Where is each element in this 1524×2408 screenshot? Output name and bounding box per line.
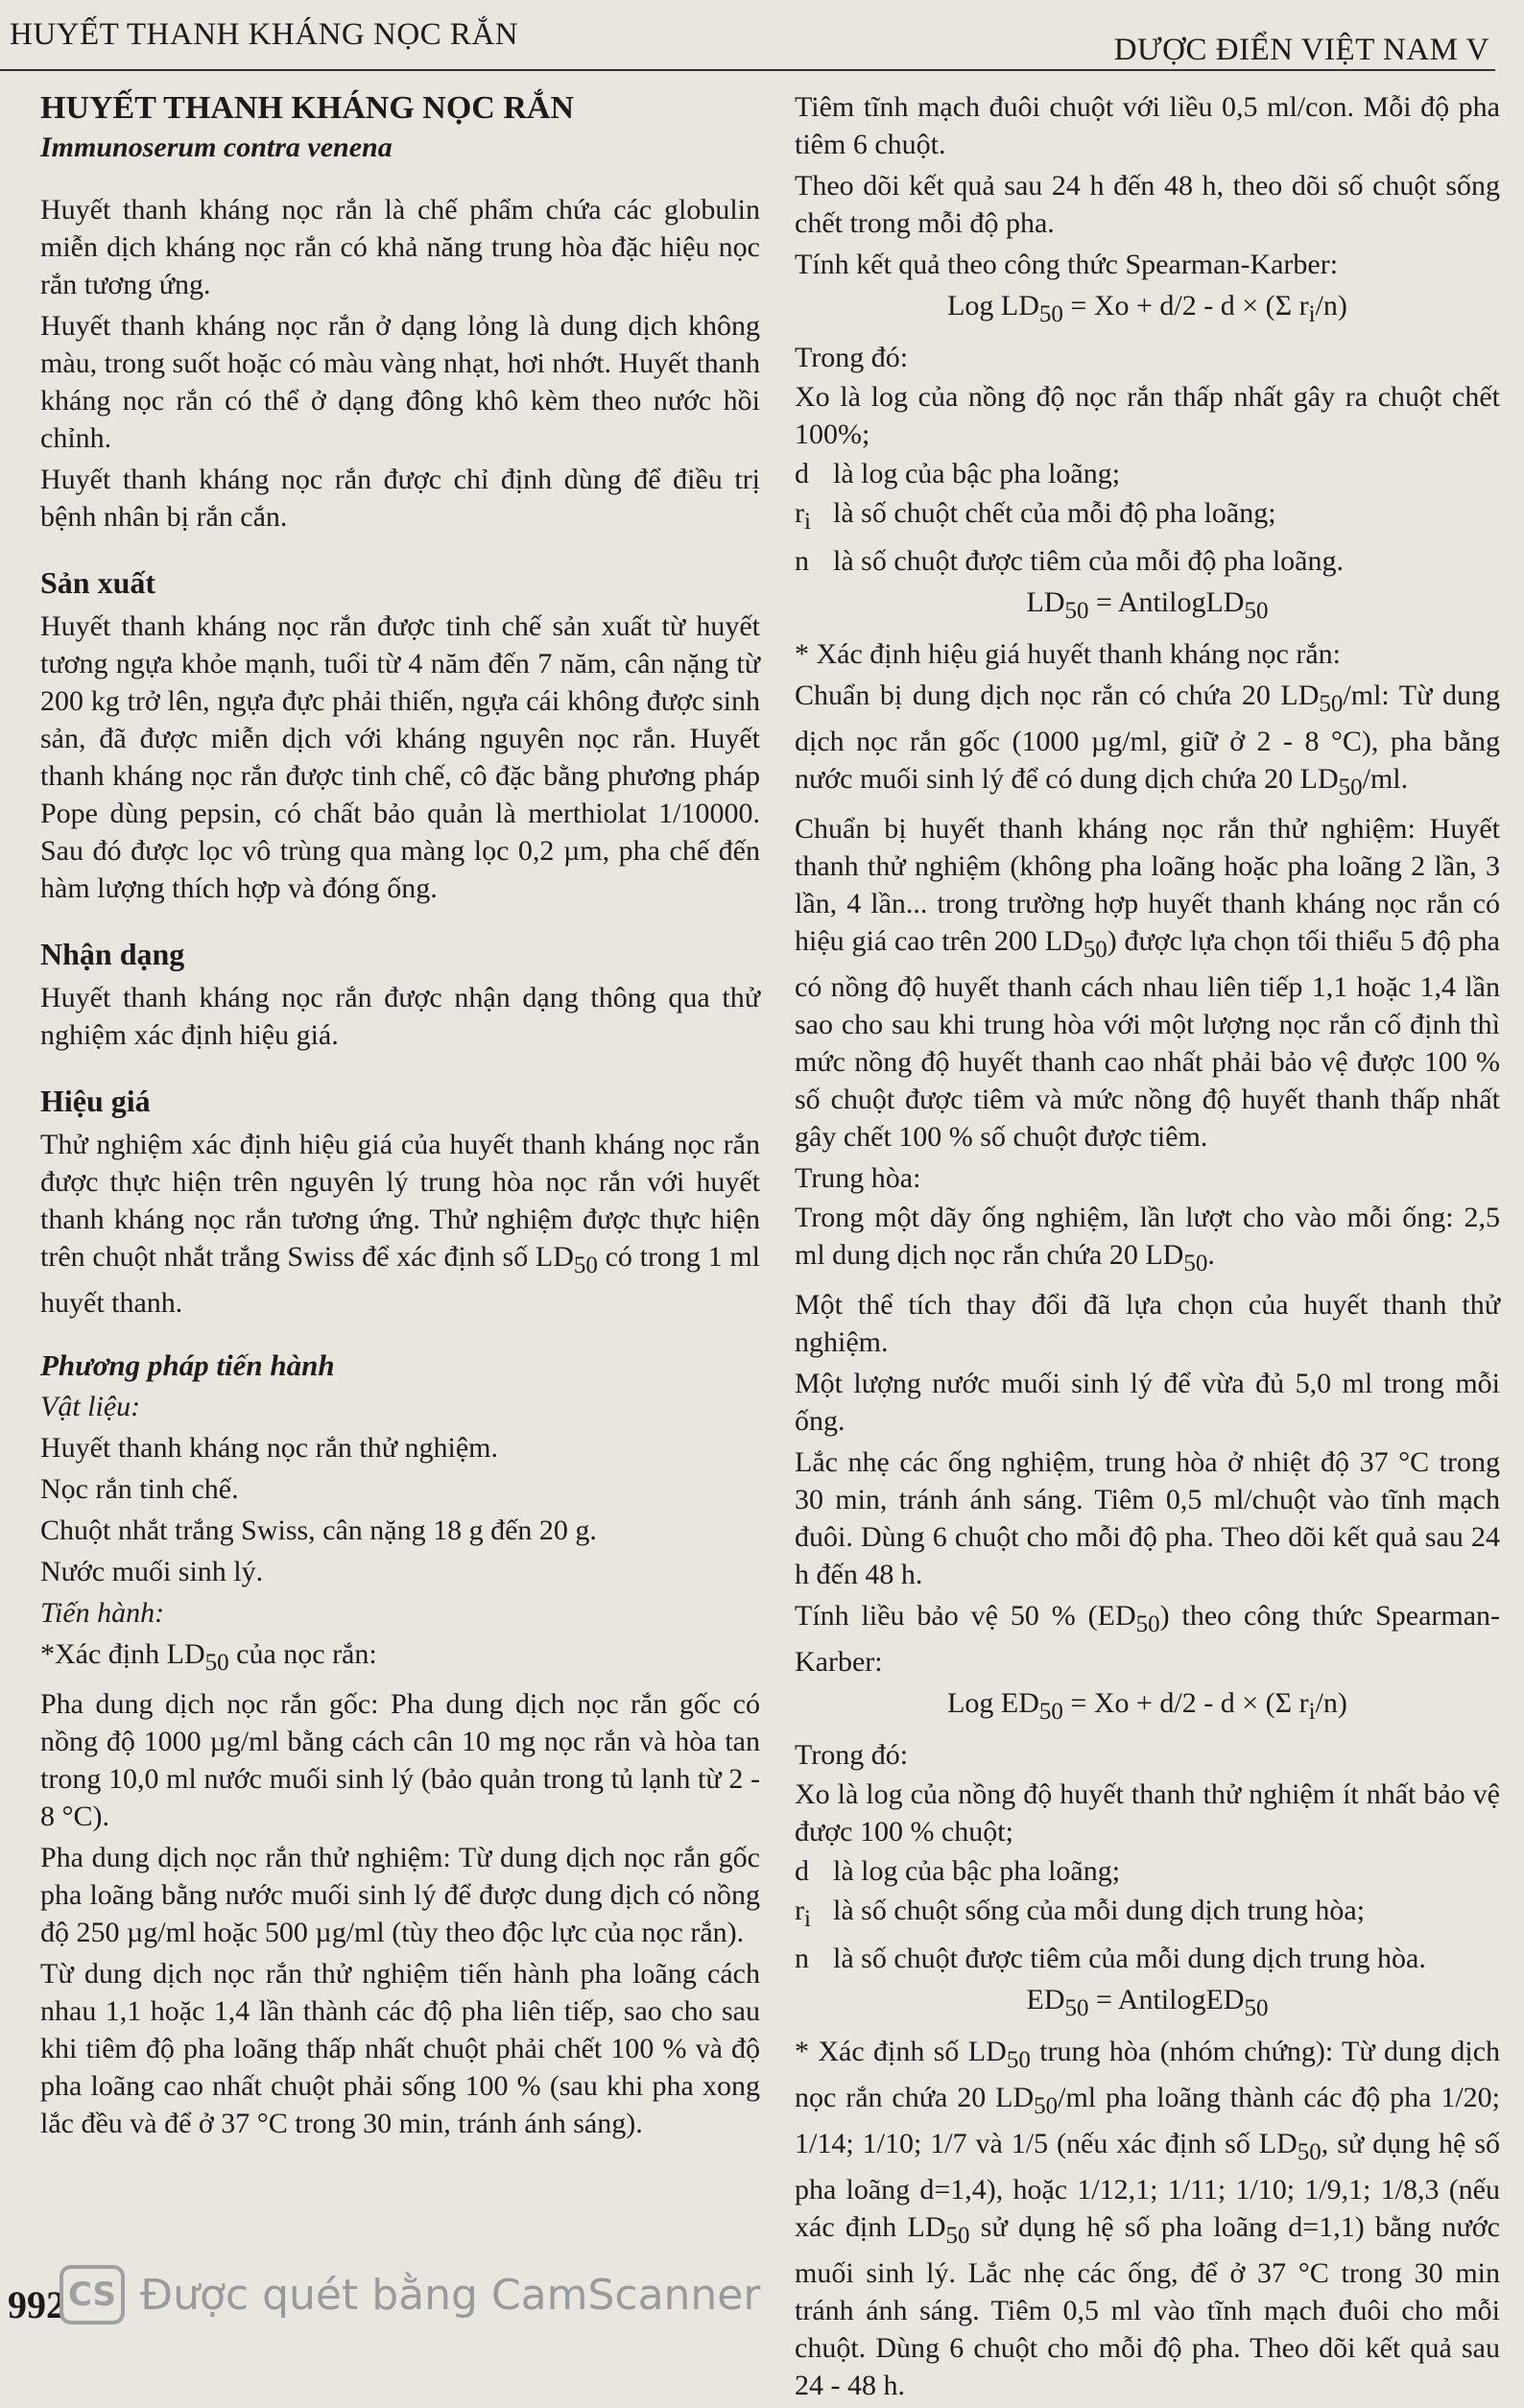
left-column (40, 88, 760, 2146)
definition-xo: Xo là log của nồng độ huyết thanh thử nghiệm ít nhất bảo vệ được 100 % chuột; (795, 1778, 1500, 1848)
identification-paragraph: Huyết thanh kháng nọc rắn được nhận dạng thông qua thử nghiệm xác định hiệu giá. (40, 982, 760, 1051)
neutralization-step-1: Trong một dãy ống nghiệm, lần lượt cho vào mỗi ống: 2,5 ml dung dịch nọc rắn chứa 20 $LD_{50}$. (795, 1202, 1500, 1276)
neutralization-step-2: Một thể tích thay đổi đã lựa chọn của huyết thanh thử nghiệm. (795, 1289, 1500, 1358)
definition-r: $r_i$ là số chuột chết của mỗi độ pha loãng; (795, 497, 1276, 535)
material-item: Nọc rắn tinh chế. (40, 1473, 239, 1505)
stock-solution-paragraph: Pha dung dịch nọc rắn gốc: Pha dung dịch nọc rắn gốc có nồng độ 1000 µg/ml bằng cách cân 10 mg nọc rắn và hòa tan trong 10,0 ml nước muối sinh lý (bảo quản trong tủ lạnh từ 2 - 8 °C). (40, 1688, 760, 1832)
formula-log-ld50: Log $LD_{50} = Xo + d/2 - d \times (\Sigma$ $r_i/n$) (947, 290, 1347, 327)
formula-ld50-antilog: $LD_{50}$ = AntilogLD$_{50}$ (1026, 586, 1269, 624)
definition-d: d là log của bậc pha loãng; (795, 458, 1121, 489)
venom-preparation-paragraph: Chuẩn bị dung dịch nọc rắn có chứa 20 $LD_{50}/ml$: Từ dung dịch nọc rắn gốc (1000 µg/ml, giữ ở 2 - 8 °C), pha bằng nước muối sinh lý để có dung dịch chứa 20 $LD_{50}/ml$. (795, 679, 1500, 800)
definition-r: $r_i$ là số chuột sống của mỗi dung dịch trung hòa; (795, 1895, 1366, 1932)
potency-subheading: * Xác định hiệu giá huyết thanh kháng nọc rắn: (795, 638, 1342, 670)
neutralization-step-3: Một lượng nước muối sinh lý để vừa đủ 5,0 ml trong mỗi ống. (795, 1368, 1500, 1437)
materials-heading: Vật liệu: (40, 1391, 141, 1422)
control-group-paragraph: * Xác định số $LD_{50}$ trung hòa (nhóm chứng): Từ dung dịch nọc rắn chứa 20 $LD_{50}/ml$ pha loãng thành các độ pha 1/20; 1/14; 1/10; 1/7 và 1/5 (nếu xác định số $LD_{50}$, sử dụng hệ số pha loãng d=1,4), hoặc 1/12,1; 1/11; 1/10; 1/9,1; 1/8,3 (nếu xác định $LD_{50}$ sử dụng hệ số pha loãng d=1,1) bằng nước muối sinh lý. Lắc nhẹ các ống, để ở 37 °C trong 30 min tránh ánh sáng. Tiêm 0,5 ml vào tĩnh mạch đuôi cho mỗi chuột. Dùng 6 chuột cho mỗi độ pha. Theo dõi kết quả sau 24 - 48 h. (795, 2036, 1501, 2401)
section-heading-production: Sản xuất (40, 565, 156, 600)
serum-preparation-paragraph: Chuẩn bị huyết thanh kháng nọc rắn thử nghiệm: Huyết thanh thử nghiệm (không pha loãng hoặc pha loãng 2 lần, 3 lần, 4 lần... trong trường hợp huyết thanh kháng nọc rắn có hiệu giá cao trên 200 $LD_{50}$) được lựa chọn tối thiểu 5 độ pha có nồng độ huyết thanh cách nhau liên tiếp 1,1 hoặc 1,4 lần sao cho sau khi trung hòa với một lượng nọc rắn cố định thì mức nồng độ huyết thanh cao nhất phải bảo vệ được 100 % số chuột được tiêm và mức nồng độ huyết thanh thấp nhất gây chết 100 % số chuột được tiêm. (795, 813, 1500, 1153)
procedure-heading: Tiến hành: (40, 1597, 165, 1629)
ld50-subheading: *Xác định $LD_{50}$ của nọc rắn: (40, 1638, 377, 1676)
camscanner-icon: CS (60, 2265, 125, 2325)
definition-n: n là số chuột được tiêm của mỗi độ pha loãng. (795, 545, 1345, 577)
watermark-text: Được quét bằng CamScanner (140, 2270, 761, 2320)
neutralization-step-4: Lắc nhẹ các ống nghiệm, trung hòa ở nhiệt độ 37 °C trong 30 min, tránh ánh sáng. Tiêm 0,5 ml/chuột vào tĩnh mạch đuôi. Dùng 6 chuột cho mỗi độ pha. Theo dõi kết quả sau 24 h đến 48 h. (795, 1446, 1500, 1590)
material-item: Huyết thanh kháng nọc rắn thử nghiệm. (40, 1432, 498, 1464)
where-label: Trong đó: (795, 342, 909, 373)
header-rule (0, 69, 1495, 71)
dilution-paragraph: Từ dung dịch nọc rắn thử nghiệm tiến hành pha loãng cách nhau 1,1 hoặc 1,4 lần thành các độ pha liên tiếp, sao cho sau khi tiêm độ pha loãng thấp nhất chuột phải chết 100 % và độ pha loãng cao nhất chuột phải sống 100 % (sau khi pha xong lắc đều và để ở 37 °C trong 30 min, tránh ánh sáng). (40, 1958, 760, 2139)
camscanner-watermark (60, 2265, 760, 2325)
formula-log-ed50: Log $ED_{50} = Xo + d/2 - d \times (\Sigma$ $r_i/n$) (947, 1687, 1347, 1725)
formula-ed50-antilog: $ED_{50}$ = AntilogED$_{50}$ (1026, 1984, 1269, 2021)
running-header-right: DƯỢC ĐIỂN VIỆT NAM V (1113, 33, 1489, 67)
method-heading: Phương pháp tiến hành (40, 1348, 335, 1382)
intro-paragraph-2: Huyết thanh kháng nọc rắn ở dạng lỏng là dung dịch không màu, trong suốt hoặc có màu vàng nhạt, hơi nhớt. Huyết thanh kháng nọc rắn có thể ở dạng đông khô kèm theo nước hồi chỉnh. (40, 310, 760, 454)
material-item: Nước muối sinh lý. (40, 1556, 264, 1587)
test-solution-paragraph: Pha dung dịch nọc rắn thử nghiệm: Từ dung dịch nọc rắn gốc pha loãng bằng nước muối sinh lý để được dung dịch có nồng độ 250 µg/ml hoặc 500 µg/ml (tùy theo độc lực của nọc rắn). (40, 1842, 760, 1948)
section-heading-identification: Nhận dạng (40, 937, 185, 971)
intro-paragraph-1: Huyết thanh kháng nọc rắn là chế phẩm chứa các globulin miễn dịch kháng nọc rắn có khả năng trung hòa đặc hiệu nọc rắn tương ứng. (40, 194, 760, 300)
where-label: Trong đó: (795, 1739, 909, 1771)
definition-xo: Xo là log của nồng độ nọc rắn thấp nhất gây ra chuột chết 100%; (795, 381, 1500, 450)
production-paragraph: Huyết thanh kháng nọc rắn được tinh chế sản xuất từ huyết tương ngựa khỏe mạnh, tuổi từ 4 năm đến 7 năm, cân nặng từ 200 kg trở lên, ngựa đực phải thiến, ngựa cái không được sinh sản, đã được miễn dịch với kháng nguyên nọc rắn. Huyết thanh kháng nọc rắn được tinh chế, cô đặc bằng phương pháp Pope dùng pepsin, có chất bảo quản là merthiolat 1/10000. Sau đó được lọc vô trùng qua màng lọc 0,2 µm, pha chế đến hàm lượng thích hợp và đóng ống. (40, 610, 760, 904)
running-header-left: HUYẾT THANH KHÁNG NỌC RẮN (10, 17, 519, 52)
page-number: 992 (8, 2283, 65, 2326)
calculation-intro: Tính kết quả theo công thức Spearman-Karber: (795, 249, 1339, 280)
material-item: Chuột nhắt trắng Swiss, cân nặng 18 g đến 20 g. (40, 1514, 597, 1546)
potency-paragraph: Thử nghiệm xác định hiệu giá của huyết thanh kháng nọc rắn được thực hiện trên nguyên lý trung hòa nọc rắn với huyết thanh kháng nọc rắn tương ứng. Thử nghiệm được thực hiện trên chuột nhắt trắng Swiss để xác định số $LD_{50}$ có trong 1 ml huyết thanh. (40, 1129, 761, 1319)
monograph-title: HUYẾT THANH KHÁNG NỌC RẮN (40, 90, 575, 126)
definition-n: n là số chuột được tiêm của mỗi dung dịch trung hòa. (795, 1943, 1426, 1974)
intro-paragraph-3: Huyết thanh kháng nọc rắn được chỉ định dùng để điều trị bệnh nhân bị rắn cắn. (40, 464, 760, 533)
injection-paragraph: Tiêm tĩnh mạch đuôi chuột với liều 0,5 ml/con. Mỗi độ pha tiêm 6 chuột. (795, 91, 1500, 160)
definition-d: d là log của bậc pha loãng; (795, 1855, 1121, 1887)
latin-name: Immunoserum contra venena (40, 131, 393, 163)
observation-paragraph: Theo dõi kết quả sau 24 h đến 48 h, theo dõi số chuột sống chết trong mỗi độ pha. (795, 170, 1500, 239)
neutralization-heading: Trung hòa: (795, 1162, 921, 1194)
section-heading-potency: Hiệu giá (40, 1084, 151, 1118)
right-column (795, 88, 1500, 2408)
ed50-calculation-intro: Tính liều bảo vệ 50 % $(ED_{50})$ theo công thức Spearman-Karber: (795, 1600, 1501, 1678)
